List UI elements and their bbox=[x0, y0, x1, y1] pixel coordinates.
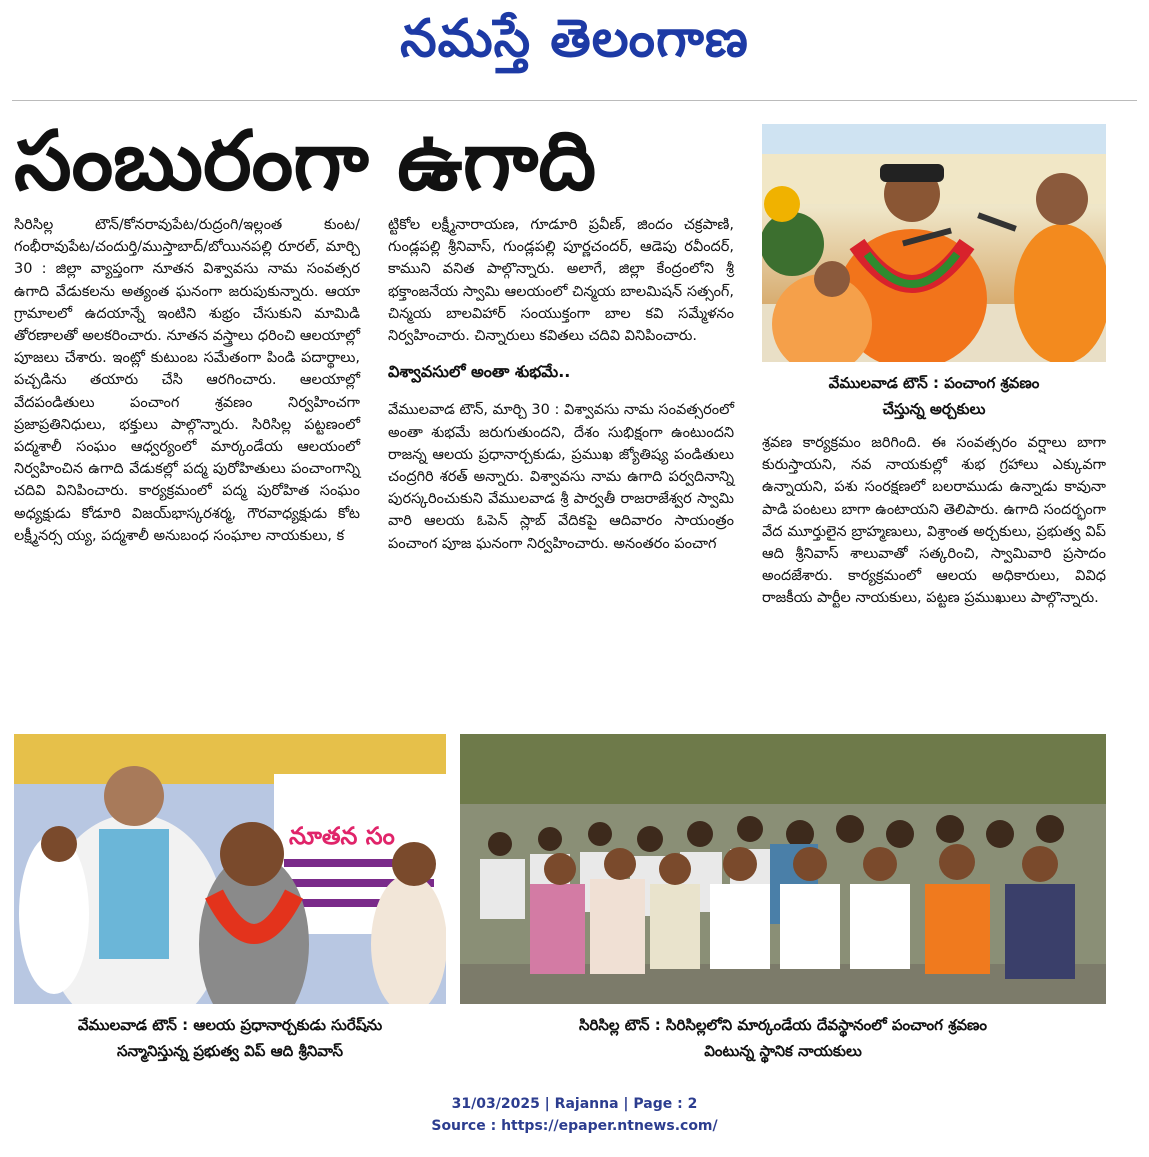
photo-panchanga-sravanam bbox=[762, 124, 1106, 362]
masthead-logo: నమస్తే తెలంగాణ bbox=[400, 8, 749, 69]
photo-felicitation bbox=[14, 734, 446, 1004]
banner-text: నూతన సం bbox=[289, 822, 395, 850]
article-column-1 bbox=[14, 214, 360, 714]
caption-line: వింటున్న స్థానిక నాయకులు bbox=[704, 1042, 862, 1060]
caption-line: సిరిసిల్ల టౌన్‌ : సిరిసిల్లలోని మార్కండేయ దేవస్థానంలో పంచాంగ శ్రవణం bbox=[578, 1016, 988, 1034]
photo-caption bbox=[460, 1012, 1106, 1064]
article-text: వేములవాడ టౌన్‌, మార్చి 30 : విశ్వావసు నామ సంవత్సరంలో అంతా శుభమే జరుగుతుందని, దేశం సుభిక్షంగా ఉంటుందని రాజన్న ఆలయ ప్రధానార్చకుడు, ప్రముఖ జ్యోతిష్య పండితులు చంద్రగిరి శరత్‌ అన్నారు. విశ్వావసు నామ ఉగాది పర్వదినాన్ని పురస్కరించుకుని వేములవాడ శ్రీ పార్వతీ రాజరాజేశ్వర స్వామి వారి ఆలయ ఓపెన్‌ స్లాబ్‌ వేదికపై ఆదివారం సాయంత్రం పంచాంగ పూజ ఘనంగా నిర్వహించారు. అనంతరం పంచాగ bbox=[388, 402, 734, 552]
caption-line: వేములవాడ టౌన్‌ : ఆలయ ప్రధానార్చకుడు సురేష్‌ను bbox=[77, 1016, 383, 1034]
photo-audience bbox=[460, 734, 1106, 1004]
masthead-divider bbox=[12, 100, 1137, 101]
article-subheading: విశ్వావసులో అంతా శుభమే.. bbox=[388, 362, 571, 382]
caption-line: సన్మానిస్తున్న ప్రభుత్వ విప్‌ ఆది శ్రీనివాస్‌ bbox=[116, 1042, 344, 1060]
photo-caption bbox=[14, 1012, 446, 1064]
headline: సంబురంగా ఉగాది bbox=[14, 114, 597, 209]
footer-source: Source : https://epaper.ntnews.com/ bbox=[431, 1118, 718, 1134]
photo-caption bbox=[762, 370, 1106, 422]
photo-illustration bbox=[762, 124, 1106, 362]
caption-line: చేస్తున్న అర్చకులు bbox=[882, 400, 986, 418]
article-column-2 bbox=[388, 214, 734, 714]
article-text: సిరిసిల్ల టౌన్‌/కోనరావుపేట/రుద్రంగి/ఇల్లంత కుంట/గంభీరావుపేట/చందుర్తి/ముస్తాబాద్‌/బోయినపల్లి రూరల్‌, మార్చి 30 : జిల్లా వ్యాప్తంగా నూతన విశ్వావసు నామ సంవత్సర ఉగాది వేడుకలను అత్యంత ఘనంగా జరుపుకున్నారు. ఆయా గ్రామాలలో ఉదయాన్నే ఇంటిని శుభ్రం చేసుకుని మామిడి తోరణాలతో అలకరించారు. నూతన వస్త్రాలు ధరించి ఆలయాల్లో పూజలు చేశారు. ఇంట్లో కుటుంబ సమేతంగా పిండి పదార్థాలు, పచ్చడిను తయారు చేసి ఆరగించారు. ఆలయాల్లో వేదపండితులు పంచాంగ శ్రవణం నిర్వహించగా ప్రజాప్రతినిధులు, భక్తులు పాల్గొన్నారు. సిరిసిల్ల పట్టణంలో పద్మశాలీ సంఘం ఆధ్వర్యంలో మార్కండేయ ఆలయంలో నిర్వహించిన ఉగాది వేడుకల్లో పద్మ పురోహితులు పంచాంగాన్ని చదివి వినిపించారు. కార్యక్రమంలో పద్మ పురోహిత సంఘం అధ్యక్షుడు కోడూరి విజయ్‌భాస్కరశర్మ, గౌరవాధ్యక్షుడు కోట లక్ష్మీనర్స య్య, పద్మశాలీ అనుబంధ సంఘాల నాయకులు, క bbox=[14, 217, 360, 544]
article-column-3 bbox=[762, 432, 1106, 722]
photo-illustration bbox=[14, 734, 446, 1004]
article-text: ట్టికోల లక్ష్మీనారాయణ, గూడూరి ప్రవీణ్‌, జిందం చక్రపాణి, గుండ్లపల్లి శ్రీనివాస్‌, గుండ్లపల్లి పూర్ణచందర్‌, ఆడెపు రవీందర్‌, కాముని వనిత పాల్గొన్నారు. అలాగే, జిల్లా కేంద్రంలోని శ్రీ భక్తాంజనేయ స్వామి ఆలయంలో చిన్మయ బాలమిషన్‌ సత్సంగ్‌, చిన్మయ బాలవిహార్‌ సంయుక్తంగా బాల కవి సమ్మేళనం నిర్వహించారు. చిన్నారులు కవితలు చదివి వినిపించారు. bbox=[388, 217, 734, 345]
article-text: శ్రవణ కార్యక్రమం జరిగింది. ఈ సంవత్సరం వర్షాలు బాగా కురుస్తాయని, నవ నాయకుల్లో శుభ గ్రహాలు ఎక్కువగా ఉన్నాయని, పశు సంరక్షణలో బలరాముడు ఉన్నాడు కావునా పాడి పంటలు బాగా ఉంటాయని తెలిపారు. ఉగాది సందర్భంగా వేద మూర్తులైన బ్రాహ్మణులు, విశ్రాంత అర్చకులు, ప్రభుత్వ విప్‌ ఆది శ్రీనివాస్‌ శాలువాతో సత్కరించి, స్వామివారి ప్రసాదం అందజేశారు. కార్యక్రమంలో ఆలయ అధికారులు, వివిధ రాజకీయ పార్టీల నాయకులు, పట్టణ ప్రముఖులు పాల్గొన్నారు. bbox=[762, 435, 1106, 607]
footer-date-edition: 31/03/2025 | Rajanna | Page : 2 bbox=[451, 1096, 698, 1112]
photo-illustration bbox=[460, 734, 1106, 1004]
caption-line: వేములవాడ టౌన్‌ : పంచాంగ శ్రవణం bbox=[828, 374, 1040, 392]
